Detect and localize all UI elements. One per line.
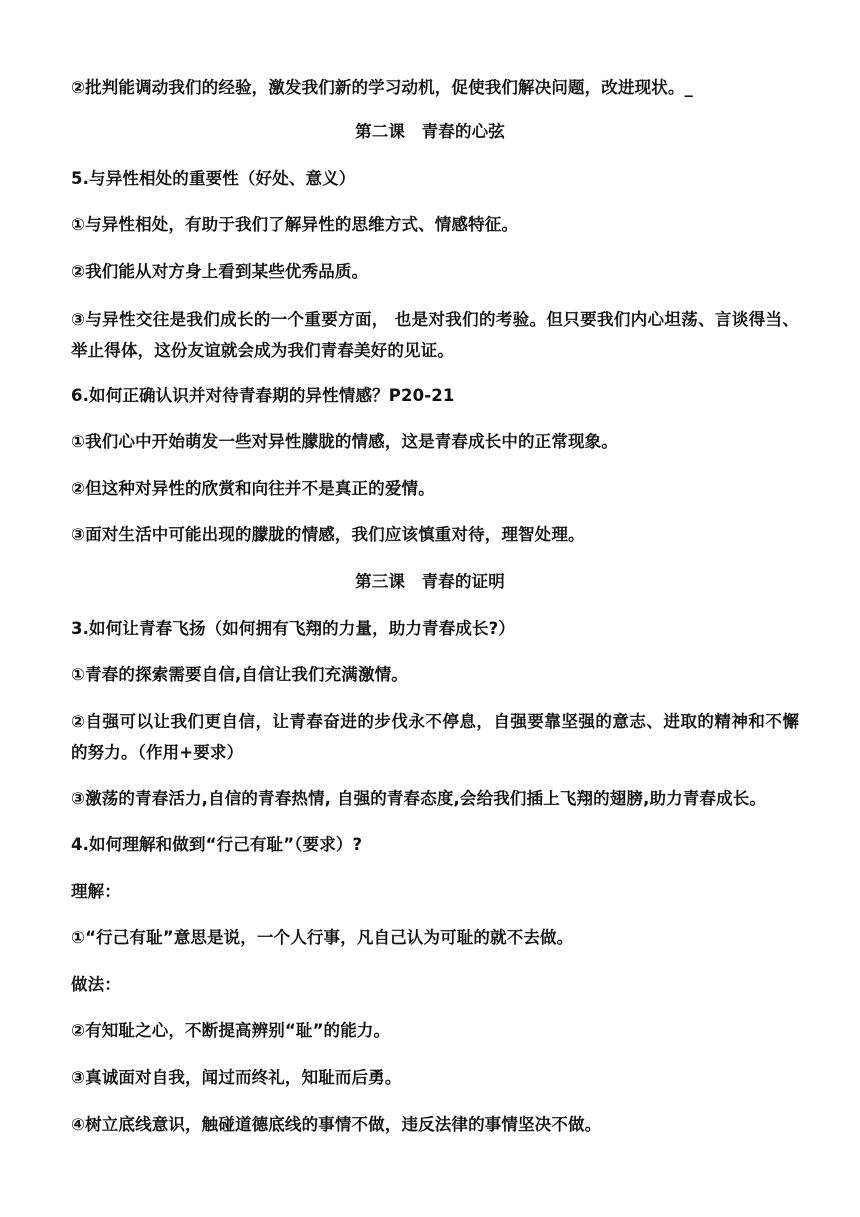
answer-4-point-1: ①“行己有耻”意思是说，一个人行事，凡自己认为可耻的就不去做。 <box>71 928 574 947</box>
answer-5-point-2: ②我们能从对方身上看到某些优秀品质。 <box>71 262 369 281</box>
answer-3-point-3: ③激荡的青春活力,自信的青春热情, 自强的青春态度,会给我们插上飞翔的翅膀,助力青春成长。 <box>71 789 767 808</box>
answer-5-point-3: ③与异性交往是我们成长的一个重要方面， 也是对我们的考验。但只要我们内心坦荡、言谈得当、举止得体，这份友谊就会成为我们青春美好的见证。 <box>71 310 799 360</box>
lesson-2-heading: 第二课 青春的心弦 <box>355 122 505 141</box>
answer-6-point-1: ①我们心中开始萌发一些对异性朦胧的情感，这是青春成长中的正常现象。 <box>71 432 618 451</box>
answer-5-point-1: ①与异性相处，有助于我们了解异性的思维方式、情感特征。 <box>71 215 519 234</box>
answer-6-point-3: ③面对生活中可能出现的朦胧的情感，我们应该慎重对待，理智处理。 <box>71 525 585 544</box>
lesson-3-heading: 第三课 青春的证明 <box>355 572 505 591</box>
answer-4-point-3: ③真诚面对自我，闻过而终礼，知耻而后勇。 <box>71 1068 402 1087</box>
answer-3-point-2: ②自强可以让我们更自信，让青春奋进的步伐永不停息，自强要靠坚强的意志、进取的精神和不懈的努力。（作用+要求） <box>71 712 799 762</box>
question-6-heading: 6.如何正确认识并对待青春期的异性情感？P20-21 <box>71 386 455 405</box>
paragraph-critique-point-2: ②批判能调动我们的经验，激发我们新的学习动机，促使我们解决问题，改进现状。_ <box>71 78 693 97</box>
answer-3-point-1: ①青春的探索需要自信,自信让我们充满激情。 <box>71 665 408 684</box>
question-5-heading: 5.与异性相处的重要性（好处、意义） <box>71 169 356 188</box>
answer-4-point-2: ②有知耻之心，不断提高辨别“耻”的能力。 <box>71 1021 391 1040</box>
question-4-heading: 4.如何理解和做到“行己有耻”（要求）? <box>71 835 363 854</box>
question-3-heading: 3.如何让青春飞扬（如何拥有飞翔的力量，助力青春成长?） <box>71 619 516 638</box>
understanding-label: 理解： <box>71 882 121 901</box>
method-label: 做法： <box>71 975 121 994</box>
answer-4-point-4: ④树立底线意识，触碰道德底线的事情不做，违反法律的事情坚决不做。 <box>71 1115 602 1134</box>
answer-6-point-2: ②但这种对异性的欣赏和向往并不是真正的爱情。 <box>71 479 435 498</box>
